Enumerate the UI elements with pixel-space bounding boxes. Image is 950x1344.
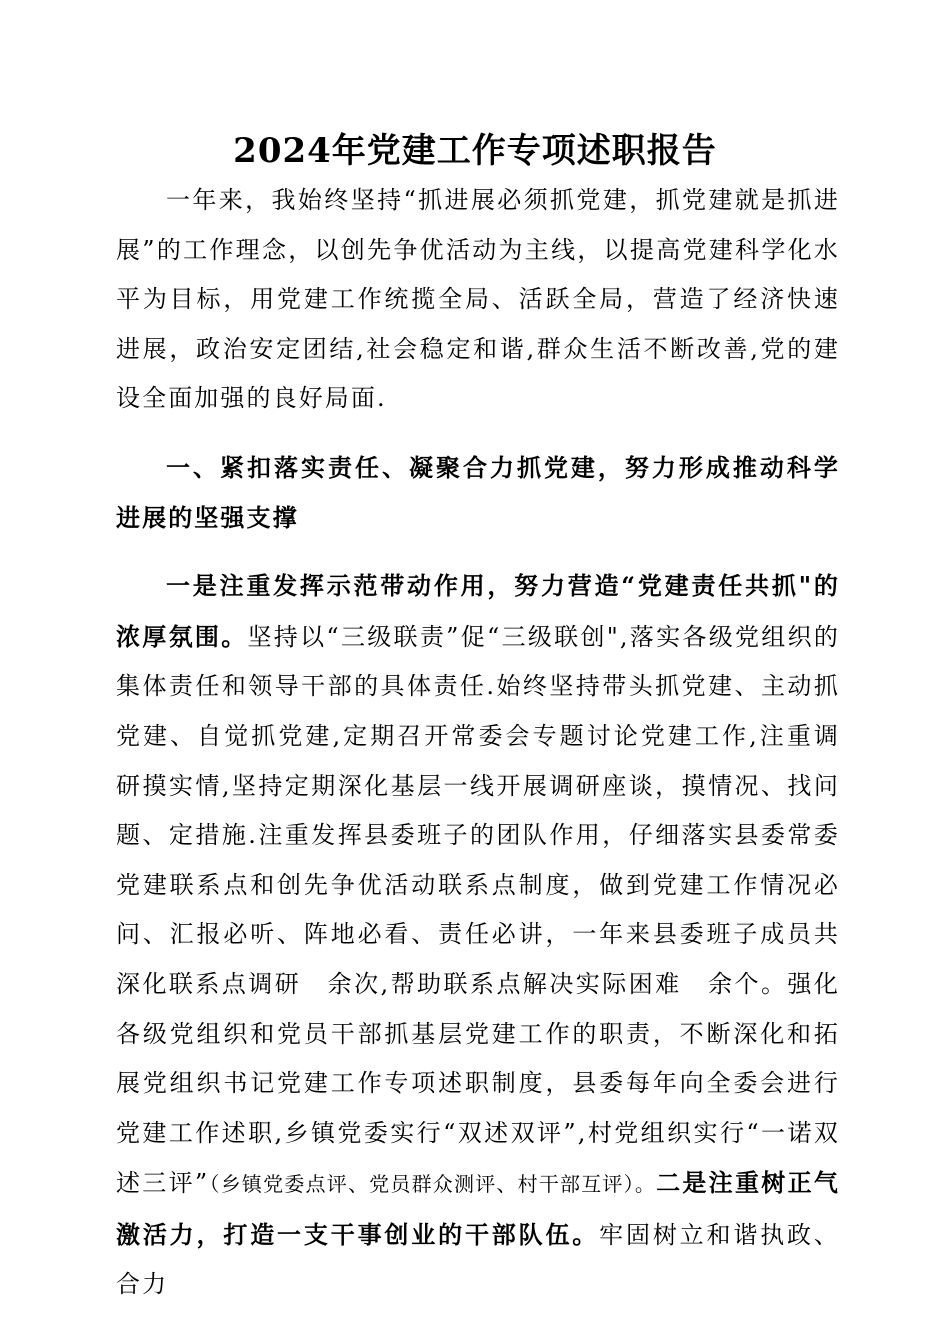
point-one-text: 坚持以“三级联责”促“三级联创",落实各级党组织的集体责任和领导干部的具体责任.始终坚持带头抓党建、主动抓党建、自觉抓党建,定期召开常委会专题讨论党建工作,注重调研摸实情,坚持定期深化基层一线开展调研座谈，摸情况、找问题、定措施.注重发挥县委班子的团队作用，仔细落实县委常委党建联系点和创先争优活动联系点制度，做到党建工作情况必问、汇报必听、阵地必看、责任必讲，一年来县委班子成员共深化联系点调研 余次,帮助联系点解决实际困难 余个。强化各级党组织和党员干部抓基层党建工作的职责，不断深化和拓展党组织书记党建工作专项述职制度，县委每年向全委会进行党建工作述职,乡镇党委实行“双述双评”,村党组织实行“一诺双述三评” (116, 622, 841, 1198)
point-two-text: 牢固树立和谐执政、合力 (116, 1220, 840, 1299)
main-paragraph (116, 561, 840, 1310)
point-one-note: （乡镇党委点评、党员群众测评、村干部互评）。 (209, 1172, 657, 1197)
intro-paragraph: 一年来，我始终坚持“抓进展必须抓党建，抓党建就是抓进展”的工作理念，以创先争优活动为主线，以提高党建科学化水平为目标，用党建工作统揽全局、活跃全局，营造了经济快速进展，政治安定团结,社会稳定和谐,群众生活不断改善,党的建设全面加强的良好局面. (116, 186, 840, 413)
section-heading: 一、紧扣落实责任、凝聚合力抓党建，努力形成推动科学进展的坚强支撑 (116, 452, 840, 532)
point-two-heading: 二是注重树正气激活力，打造一支干事创业的干部队伍。 (116, 1168, 841, 1249)
point-one-heading: 一是注重发挥示范带动作用，努力营造“党建责任共抓"的浓厚氛围。 (116, 571, 840, 651)
document-title: 2024年党建工作专项述职报告 (233, 131, 717, 171)
document-body (116, 176, 840, 1310)
